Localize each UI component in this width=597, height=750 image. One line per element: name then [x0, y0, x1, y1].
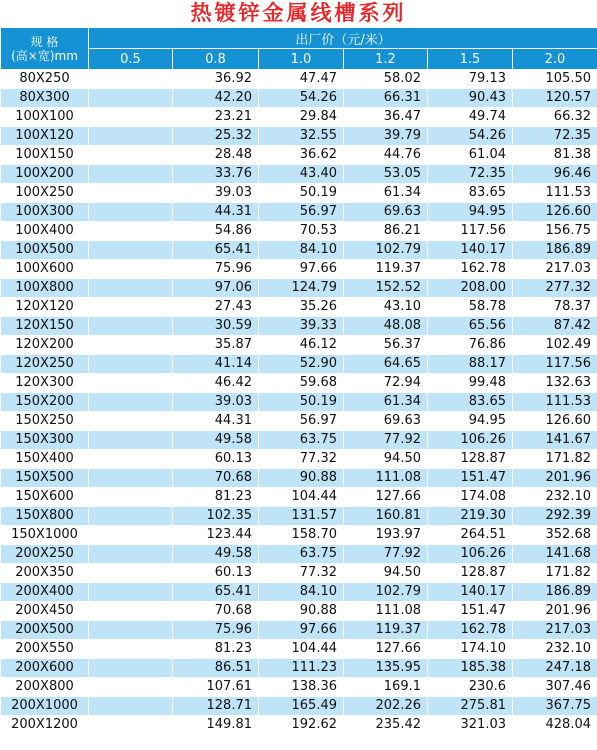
spec-cell: 100X400 [1, 222, 89, 241]
table-row [1, 621, 597, 640]
price-cell: 43.10 [344, 298, 428, 317]
price-cell: 321.03 [428, 716, 513, 735]
spec-cell: 200X550 [1, 640, 89, 659]
spec-cell: 200X350 [1, 564, 89, 583]
price-cell: 75.96 [173, 260, 259, 279]
price-cell [89, 393, 173, 412]
spec-cell: 120X150 [1, 317, 89, 336]
price-cell: 44.31 [173, 412, 259, 431]
price-cell: 106.26 [428, 431, 513, 450]
spec-cell: 150X250 [1, 412, 89, 431]
price-cell: 35.87 [173, 336, 259, 355]
price-cell: 54.26 [428, 127, 513, 146]
price-cell: 50.19 [259, 393, 344, 412]
price-cell: 192.62 [259, 716, 344, 735]
price-cell [89, 621, 173, 640]
price-cell: 232.10 [513, 640, 597, 659]
spec-cell: 150X800 [1, 507, 89, 526]
table-row [1, 146, 597, 165]
table-row [1, 355, 597, 374]
price-cell [89, 146, 173, 165]
spec-cell: 150X500 [1, 469, 89, 488]
table-row [1, 203, 597, 222]
price-cell: 86.21 [344, 222, 428, 241]
price-cell: 77.32 [259, 450, 344, 469]
price-cell: 217.03 [513, 260, 597, 279]
spec-cell: 200X800 [1, 678, 89, 697]
price-cell: 94.50 [344, 564, 428, 583]
price-cell [89, 298, 173, 317]
price-cell: 104.44 [259, 488, 344, 507]
price-cell: 117.56 [428, 222, 513, 241]
spec-cell: 200X500 [1, 621, 89, 640]
price-cell: 33.76 [173, 165, 259, 184]
spec-cell: 80X250 [1, 70, 89, 89]
price-cell: 29.84 [259, 108, 344, 127]
price-table-body [1, 70, 597, 735]
price-cell: 59.68 [259, 374, 344, 393]
price-cell: 232.10 [513, 488, 597, 507]
price-cell: 23.21 [173, 108, 259, 127]
price-cell [89, 697, 173, 716]
price-cell: 307.46 [513, 678, 597, 697]
price-cell: 140.17 [428, 241, 513, 260]
price-cell: 111.08 [344, 469, 428, 488]
thickness-header: 0.8 [173, 49, 259, 70]
spec-cell: 150X200 [1, 393, 89, 412]
table-row [1, 507, 597, 526]
price-cell: 128.87 [428, 450, 513, 469]
price-cell [89, 450, 173, 469]
price-header: 出厂价（元/米） [89, 28, 597, 49]
table-row [1, 526, 597, 545]
price-cell: 36.47 [344, 108, 428, 127]
price-cell [89, 507, 173, 526]
price-table [0, 27, 597, 735]
price-cell: 111.53 [513, 393, 597, 412]
price-cell: 70.68 [173, 602, 259, 621]
table-row [1, 716, 597, 735]
thickness-header: 1.5 [428, 49, 513, 70]
price-cell [89, 355, 173, 374]
price-cell: 174.10 [428, 640, 513, 659]
price-cell: 171.82 [513, 564, 597, 583]
price-cell: 128.71 [173, 697, 259, 716]
price-cell: 275.81 [428, 697, 513, 716]
price-cell: 90.88 [259, 602, 344, 621]
price-cell: 53.05 [344, 165, 428, 184]
price-cell: 235.42 [344, 716, 428, 735]
spec-cell: 100X150 [1, 146, 89, 165]
table-row [1, 279, 597, 298]
price-cell: 66.32 [513, 108, 597, 127]
table-row [1, 602, 597, 621]
price-cell [89, 545, 173, 564]
table-row [1, 336, 597, 355]
price-cell: 174.08 [428, 488, 513, 507]
spec-cell: 100X100 [1, 108, 89, 127]
table-row [1, 298, 597, 317]
price-cell [89, 89, 173, 108]
price-cell [89, 583, 173, 602]
price-cell: 77.92 [344, 545, 428, 564]
price-cell: 107.61 [173, 678, 259, 697]
price-cell: 140.17 [428, 583, 513, 602]
price-cell: 186.89 [513, 241, 597, 260]
thickness-header: 2.0 [513, 49, 597, 70]
table-row [1, 89, 597, 108]
price-cell: 165.49 [259, 697, 344, 716]
price-cell: 352.68 [513, 526, 597, 545]
price-cell: 78.37 [513, 298, 597, 317]
price-cell: 94.95 [428, 412, 513, 431]
price-cell: 127.66 [344, 640, 428, 659]
price-cell: 72.94 [344, 374, 428, 393]
price-cell: 36.62 [259, 146, 344, 165]
price-cell: 126.60 [513, 203, 597, 222]
price-cell [89, 165, 173, 184]
price-cell: 90.88 [259, 469, 344, 488]
price-cell [89, 526, 173, 545]
price-cell [89, 241, 173, 260]
table-row [1, 70, 597, 89]
price-cell: 65.41 [173, 241, 259, 260]
price-cell: 292.39 [513, 507, 597, 526]
price-cell: 162.78 [428, 260, 513, 279]
spec-cell: 100X120 [1, 127, 89, 146]
thickness-header: 0.5 [89, 49, 173, 70]
price-cell: 56.37 [344, 336, 428, 355]
price-cell: 77.92 [344, 431, 428, 450]
price-cell: 88.17 [428, 355, 513, 374]
spec-cell: 200X1000 [1, 697, 89, 716]
price-cell: 56.97 [259, 203, 344, 222]
price-cell [89, 602, 173, 621]
price-cell: 58.02 [344, 70, 428, 89]
price-cell: 106.26 [428, 545, 513, 564]
table-row [1, 564, 597, 583]
price-cell: 39.03 [173, 393, 259, 412]
price-cell: 50.19 [259, 184, 344, 203]
spec-cell: 100X300 [1, 203, 89, 222]
price-cell: 43.40 [259, 165, 344, 184]
price-cell: 128.87 [428, 564, 513, 583]
price-cell: 54.26 [259, 89, 344, 108]
spec-cell: 150X400 [1, 450, 89, 469]
spec-cell: 120X120 [1, 298, 89, 317]
spec-column-header [1, 28, 89, 70]
price-cell: 277.32 [513, 279, 597, 298]
price-cell: 86.51 [173, 659, 259, 678]
price-cell: 47.47 [259, 70, 344, 89]
price-cell: 58.78 [428, 298, 513, 317]
spec-cell: 200X1200 [1, 716, 89, 735]
price-cell: 127.66 [344, 488, 428, 507]
price-cell: 61.34 [344, 184, 428, 203]
thickness-header: 1.0 [259, 49, 344, 70]
price-cell: 160.81 [344, 507, 428, 526]
table-row [1, 165, 597, 184]
price-cell: 247.18 [513, 659, 597, 678]
price-cell: 102.35 [173, 507, 259, 526]
table-row [1, 412, 597, 431]
spec-cell: 100X200 [1, 165, 89, 184]
price-cell: 39.33 [259, 317, 344, 336]
price-cell: 105.50 [513, 70, 597, 89]
price-cell [89, 317, 173, 336]
price-cell [89, 659, 173, 678]
price-cell: 90.43 [428, 89, 513, 108]
spec-cell: 150X300 [1, 431, 89, 450]
table-row [1, 108, 597, 127]
price-cell: 367.75 [513, 697, 597, 716]
spec-cell: 150X600 [1, 488, 89, 507]
price-cell: 87.42 [513, 317, 597, 336]
spec-cell: 100X600 [1, 260, 89, 279]
price-cell [89, 260, 173, 279]
price-cell [89, 203, 173, 222]
price-cell: 138.36 [259, 678, 344, 697]
price-cell: 56.97 [259, 412, 344, 431]
price-cell: 102.79 [344, 583, 428, 602]
spec-cell: 120X250 [1, 355, 89, 374]
price-cell [89, 431, 173, 450]
price-cell: 141.67 [513, 431, 597, 450]
spec-cell: 200X600 [1, 659, 89, 678]
price-cell: 27.43 [173, 298, 259, 317]
spec-cell: 120X300 [1, 374, 89, 393]
price-cell: 158.70 [259, 526, 344, 545]
price-cell: 102.79 [344, 241, 428, 260]
price-cell: 84.10 [259, 241, 344, 260]
price-cell: 39.79 [344, 127, 428, 146]
table-row [1, 469, 597, 488]
table-row [1, 317, 597, 336]
price-cell: 63.75 [259, 431, 344, 450]
price-cell: 151.47 [428, 602, 513, 621]
price-cell: 152.52 [344, 279, 428, 298]
price-cell: 126.60 [513, 412, 597, 431]
price-cell: 46.12 [259, 336, 344, 355]
price-cell: 117.56 [513, 355, 597, 374]
price-cell: 28.48 [173, 146, 259, 165]
page-title: 热镀锌金属线槽系列 [190, 0, 407, 25]
thickness-header: 1.2 [344, 49, 428, 70]
price-cell: 72.35 [513, 127, 597, 146]
table-row [1, 659, 597, 678]
spec-cell: 100X250 [1, 184, 89, 203]
spec-cell: 100X800 [1, 279, 89, 298]
table-row [1, 488, 597, 507]
price-cell: 76.86 [428, 336, 513, 355]
price-cell [89, 279, 173, 298]
spec-cell: 200X400 [1, 583, 89, 602]
price-cell: 202.26 [344, 697, 428, 716]
price-cell: 81.23 [173, 640, 259, 659]
price-cell: 428.04 [513, 716, 597, 735]
price-cell [89, 127, 173, 146]
price-cell: 36.92 [173, 70, 259, 89]
spec-cell: 80X300 [1, 89, 89, 108]
price-cell: 185.38 [428, 659, 513, 678]
price-cell: 46.42 [173, 374, 259, 393]
table-row [1, 260, 597, 279]
table-row [1, 241, 597, 260]
price-cell: 52.90 [259, 355, 344, 374]
price-cell: 69.63 [344, 203, 428, 222]
table-row [1, 545, 597, 564]
price-cell: 66.31 [344, 89, 428, 108]
price-cell: 96.46 [513, 165, 597, 184]
price-cell [89, 716, 173, 735]
price-cell: 61.34 [344, 393, 428, 412]
price-cell: 81.38 [513, 146, 597, 165]
price-cell: 72.35 [428, 165, 513, 184]
price-cell [89, 640, 173, 659]
price-cell: 84.10 [259, 583, 344, 602]
price-cell: 35.26 [259, 298, 344, 317]
price-cell: 63.75 [259, 545, 344, 564]
price-cell: 70.68 [173, 469, 259, 488]
price-cell: 65.56 [428, 317, 513, 336]
table-row [1, 222, 597, 241]
price-cell: 208.00 [428, 279, 513, 298]
table-row [1, 184, 597, 203]
table-row [1, 640, 597, 659]
price-cell: 264.51 [428, 526, 513, 545]
price-cell: 123.44 [173, 526, 259, 545]
price-cell: 124.79 [259, 279, 344, 298]
header-row-price [1, 28, 597, 49]
price-cell: 97.66 [259, 260, 344, 279]
price-cell: 149.81 [173, 716, 259, 735]
price-cell: 97.66 [259, 621, 344, 640]
price-cell [89, 184, 173, 203]
price-cell: 77.32 [259, 564, 344, 583]
price-cell: 61.04 [428, 146, 513, 165]
price-cell: 64.65 [344, 355, 428, 374]
price-cell: 30.59 [173, 317, 259, 336]
price-cell: 201.96 [513, 469, 597, 488]
price-cell: 111.08 [344, 602, 428, 621]
price-cell: 97.06 [173, 279, 259, 298]
table-row [1, 431, 597, 450]
price-cell: 217.03 [513, 621, 597, 640]
price-cell [89, 70, 173, 89]
table-row [1, 583, 597, 602]
price-cell [89, 108, 173, 127]
table-row [1, 450, 597, 469]
price-cell: 81.23 [173, 488, 259, 507]
price-cell: 186.89 [513, 583, 597, 602]
table-row [1, 678, 597, 697]
spec-cell: 200X450 [1, 602, 89, 621]
price-cell [89, 469, 173, 488]
price-cell: 120.57 [513, 89, 597, 108]
price-cell: 201.96 [513, 602, 597, 621]
table-row [1, 374, 597, 393]
price-cell: 104.44 [259, 640, 344, 659]
price-cell: 44.76 [344, 146, 428, 165]
price-cell: 119.37 [344, 260, 428, 279]
price-cell: 102.49 [513, 336, 597, 355]
price-cell: 111.53 [513, 184, 597, 203]
price-cell [89, 374, 173, 393]
price-cell [89, 412, 173, 431]
price-cell: 49.74 [428, 108, 513, 127]
price-cell: 60.13 [173, 450, 259, 469]
price-cell: 94.95 [428, 203, 513, 222]
price-cell: 79.13 [428, 70, 513, 89]
price-cell: 193.97 [344, 526, 428, 545]
header-row-thickness [1, 49, 597, 70]
price-cell: 169.1 [344, 678, 428, 697]
price-cell: 156.75 [513, 222, 597, 241]
price-cell [89, 336, 173, 355]
price-cell [89, 488, 173, 507]
price-cell: 219.30 [428, 507, 513, 526]
spec-header-line1: 规 格 [30, 34, 59, 49]
price-cell: 162.78 [428, 621, 513, 640]
price-cell: 83.65 [428, 184, 513, 203]
price-cell: 49.58 [173, 545, 259, 564]
price-cell: 83.65 [428, 393, 513, 412]
price-cell: 171.82 [513, 450, 597, 469]
price-cell: 131.57 [259, 507, 344, 526]
price-cell: 32.55 [259, 127, 344, 146]
table-row [1, 393, 597, 412]
price-cell: 132.63 [513, 374, 597, 393]
price-cell: 65.41 [173, 583, 259, 602]
price-cell: 25.32 [173, 127, 259, 146]
price-cell [89, 564, 173, 583]
price-cell: 75.96 [173, 621, 259, 640]
spec-cell: 100X500 [1, 241, 89, 260]
price-cell: 111.23 [259, 659, 344, 678]
spec-cell: 120X200 [1, 336, 89, 355]
spec-header-line2: (高×宽)mm [11, 48, 78, 63]
price-cell: 60.13 [173, 564, 259, 583]
price-cell: 39.03 [173, 184, 259, 203]
price-cell: 70.53 [259, 222, 344, 241]
price-cell [89, 678, 173, 697]
price-cell: 135.95 [344, 659, 428, 678]
price-cell: 42.20 [173, 89, 259, 108]
price-cell: 119.37 [344, 621, 428, 640]
price-cell: 69.63 [344, 412, 428, 431]
price-cell: 44.31 [173, 203, 259, 222]
price-cell: 230.6 [428, 678, 513, 697]
price-cell: 94.50 [344, 450, 428, 469]
price-cell [89, 222, 173, 241]
price-cell: 49.58 [173, 431, 259, 450]
table-row [1, 127, 597, 146]
price-cell: 54.86 [173, 222, 259, 241]
table-row [1, 697, 597, 716]
price-cell: 99.48 [428, 374, 513, 393]
spec-cell: 150X1000 [1, 526, 89, 545]
price-cell: 41.14 [173, 355, 259, 374]
price-cell: 48.08 [344, 317, 428, 336]
price-cell: 151.47 [428, 469, 513, 488]
spec-cell: 200X250 [1, 545, 89, 564]
price-cell: 141.68 [513, 545, 597, 564]
